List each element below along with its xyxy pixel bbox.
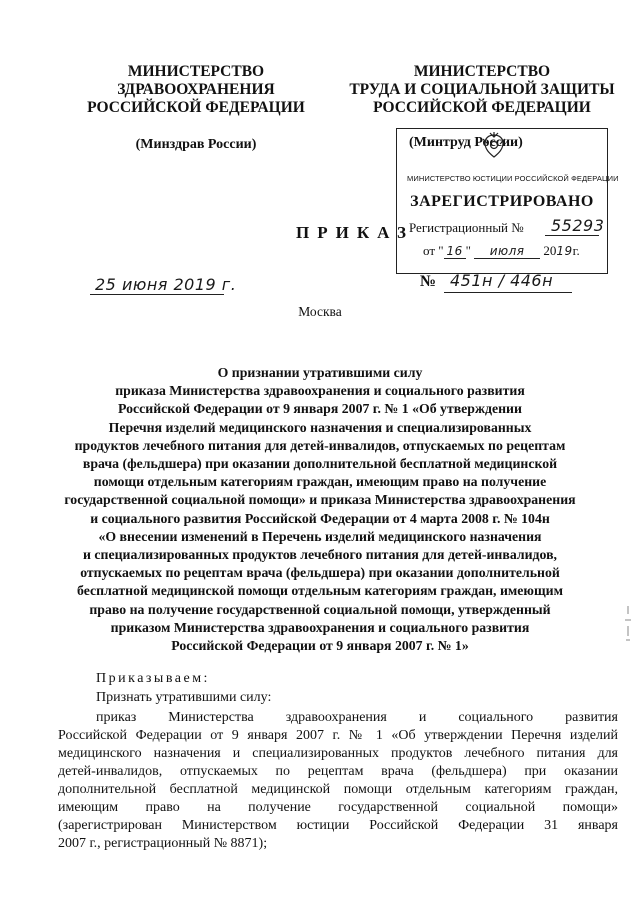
repeal-paragraph [58, 709, 618, 853]
labor-ministry-line: МИНИСТЕРСТВО [413, 63, 551, 80]
coat-of-arms-icon [477, 129, 511, 163]
order-number-label: № [420, 273, 437, 290]
order-number: 451н / 446н [450, 271, 554, 290]
heading-line: приказом Министерства здравоохранения и социального развития [110, 619, 530, 635]
stamp-date-year: 19 [556, 244, 573, 258]
heading-line: Российской Федерации от 9 января 2007 г. № 1» [171, 638, 469, 654]
stamp-status: ЗАРЕГИСТРИРОВАНО [410, 193, 594, 210]
order-word: Приказываем: [96, 671, 210, 686]
labor-ministry-line: РОССИЙСКОЙ ФЕДЕРАЦИИ [373, 99, 591, 116]
labor-ministry-line: ТРУДА И СОЦИАЛЬНОЙ ЗАЩИТЫ [349, 81, 615, 98]
stamp-date-prefix: от " [423, 243, 444, 258]
registration-stamp [396, 128, 619, 274]
paragraph-line: Российской Федерации от 9 января 2007 г. № 1 «Об утверждении Перечня изделий [58, 728, 618, 743]
paragraph-line: дополнительной бесплатной медицинской помощи отдельным категориям граждан, [58, 782, 618, 797]
stamp-reg-label: Регистрационный № [409, 220, 524, 235]
health-ministry-name [86, 63, 306, 117]
stamp-reg-number: 55293 [551, 216, 605, 235]
health-ministry-short-name: (Минздрав России) [135, 137, 257, 152]
scan-margin-mark [622, 604, 634, 644]
heading-line: бесплатной медицинской помощи отдельным категориям граждан, имеющим [77, 583, 563, 599]
paragraph-line: (зарегистрирован Министерством юстиции Российской Федерации 31 января [58, 818, 618, 833]
stamp-date-month: июля [474, 244, 540, 259]
paragraph-line: медицинского назначения и специализированных продуктов лечебного питания для [58, 746, 618, 761]
health-ministry-line: МИНИСТЕРСТВО [127, 63, 265, 80]
heading-line: и специализированных продуктов лечебного питания для детей-инвалидов, [83, 547, 557, 563]
paragraph-line: 2007 г., регистрационный № 8871); [58, 836, 268, 851]
heading-line: продуктов лечебного питания для детей-инвалидов, отпускаемых по рецептам [74, 437, 566, 453]
order-title: ПРИКАЗ [296, 223, 414, 242]
paragraph-line: детей-инвалидов, отпускаемых по рецептам врача (фельдшера) при оказании [58, 764, 618, 779]
scan-artifact-icon [622, 604, 634, 644]
stamp-ministry-line: МИНИСТЕРСТВО ЮСТИЦИИ РОССИЙСКОЙ ФЕДЕРАЦИИ [407, 174, 619, 183]
heading-line: право на получение государственной социальной помощи, утвержденный [89, 601, 551, 617]
heading-line: государственной социальной помощи» и приказа Министерства здравоохранения [64, 492, 576, 508]
heading-line: приказа Министерства здравоохранения и социального развития [115, 383, 525, 399]
city: Москва [298, 304, 342, 319]
repeal-intro: Признать утратившими силу: [96, 690, 272, 705]
order-date-underline [90, 294, 224, 295]
labor-ministry-short-name: (Минтруд России) [409, 135, 523, 150]
heading-line: помощи отдельным категориям граждан, имеющим право на получение [93, 474, 547, 490]
paragraph-line: имеющим право на получение государственной социальной помощи» [58, 800, 618, 815]
reg-number-underline [545, 235, 599, 236]
heading-line: врача (фельдшера) при оказании дополнительной бесплатной медицинской [82, 456, 558, 472]
order-number-underline [444, 292, 572, 293]
stamp-date-suffix: г. [572, 243, 580, 258]
heading-line: Перечня изделий медицинского назначения и специализированных [108, 419, 532, 435]
heading-line: «О внесении изменений в Перечень изделий медицинского назначения [98, 528, 542, 544]
heading-line: О признании утратившими силу [217, 365, 423, 380]
paragraph-line: приказ Министерства здравоохранения и социального развития [96, 710, 618, 725]
heading-line: Российской Федерации от 9 января 2007 г. № 1 «Об утверждении [118, 401, 522, 417]
order-date: 25 июня 2019 г. [95, 275, 237, 294]
heading-line: отпускаемых по рецептам врача (фельдшера) при оказании дополнительной [80, 565, 560, 581]
stamp-date-day: 16 [444, 244, 466, 259]
stamp-date-year-prefix: 20 [543, 243, 557, 258]
heading-line: и социального развития Российской Федерации от 4 марта 2008 г. № 104н [90, 510, 550, 526]
health-ministry-line: ЗДРАВООХРАНЕНИЯ [117, 81, 275, 98]
labor-ministry-name [322, 63, 640, 117]
health-ministry-line: РОССИЙСКОЙ ФЕДЕРАЦИИ [87, 99, 305, 116]
stamp-date-mid: " [465, 243, 471, 258]
order-heading [30, 364, 610, 655]
stamp-date [423, 243, 580, 259]
